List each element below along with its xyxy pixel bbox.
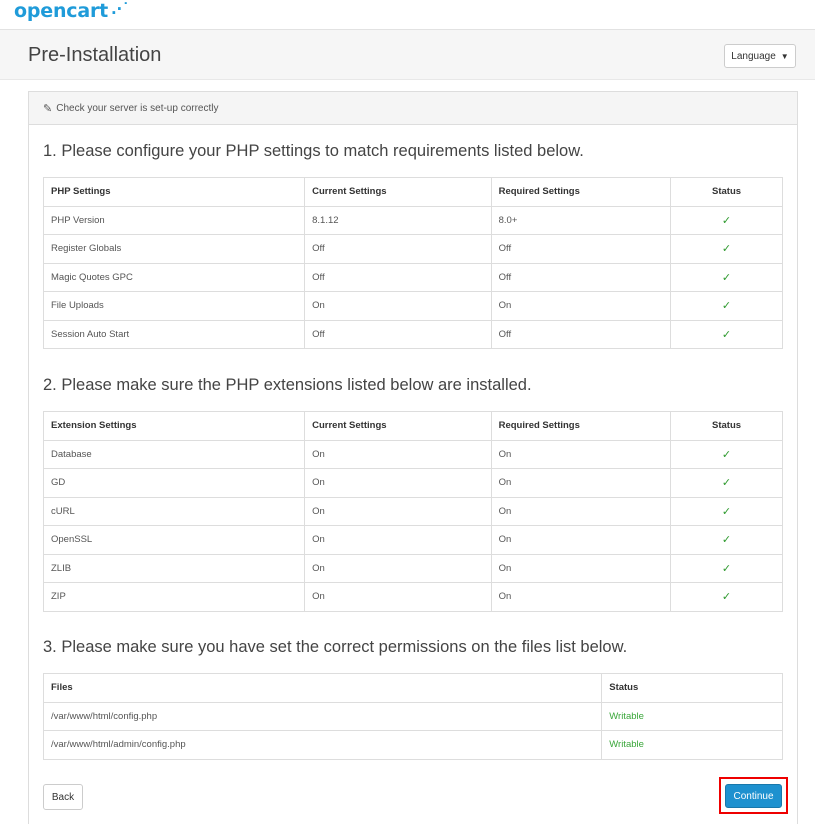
extensions-table xyxy=(43,411,783,612)
column-header: Current Settings xyxy=(305,178,492,207)
continue-button[interactable]: Continue xyxy=(725,784,782,808)
check-icon: ✓ xyxy=(671,235,783,264)
table-header-row xyxy=(44,674,783,703)
page-header xyxy=(0,30,815,80)
required-setting: On xyxy=(491,440,670,469)
extension-name: OpenSSL xyxy=(44,526,305,555)
file-path: /var/www/html/config.php xyxy=(44,702,602,731)
panel-heading xyxy=(29,92,797,125)
check-icon: ✓ xyxy=(671,554,783,583)
check-icon: ✓ xyxy=(671,497,783,526)
current-setting: On xyxy=(305,469,492,498)
current-setting: On xyxy=(305,583,492,612)
extension-name: GD xyxy=(44,469,305,498)
table-header-row xyxy=(44,412,783,441)
required-setting: 8.0+ xyxy=(491,206,670,235)
column-header: Required Settings xyxy=(491,412,670,441)
required-setting: On xyxy=(491,526,670,555)
table-row xyxy=(44,263,783,292)
table-row xyxy=(44,235,783,264)
table-row xyxy=(44,320,783,349)
required-setting: Off xyxy=(491,320,670,349)
opencart-logo[interactable] xyxy=(14,0,129,22)
table-row xyxy=(44,292,783,321)
required-setting: Off xyxy=(491,263,670,292)
file-status: Writable xyxy=(602,702,783,731)
setting-name: Register Globals xyxy=(44,235,305,264)
current-setting: On xyxy=(305,497,492,526)
check-icon: ✓ xyxy=(671,526,783,555)
column-header: PHP Settings xyxy=(44,178,305,207)
current-setting: On xyxy=(305,292,492,321)
required-setting: On xyxy=(491,469,670,498)
column-header: Required Settings xyxy=(491,178,670,207)
panel-heading-text: Check your server is set-up correctly xyxy=(56,102,219,114)
caret-down-icon: ▼ xyxy=(780,51,789,61)
table-row xyxy=(44,206,783,235)
table-row xyxy=(44,583,783,612)
extension-name: Database xyxy=(44,440,305,469)
continue-highlight xyxy=(719,777,788,814)
language-dropdown[interactable] xyxy=(724,44,796,68)
current-setting: On xyxy=(305,526,492,555)
file-permissions-title: 3. Please make sure you have set the correct permissions on the files list below. xyxy=(43,638,628,656)
extension-name: ZIP xyxy=(44,583,305,612)
extension-name: cURL xyxy=(44,497,305,526)
current-setting: Off xyxy=(305,263,492,292)
setting-name: Session Auto Start xyxy=(44,320,305,349)
file-path: /var/www/html/admin/config.php xyxy=(44,731,602,760)
check-icon: ✓ xyxy=(671,292,783,321)
column-header: Status xyxy=(671,178,783,207)
column-header: Current Settings xyxy=(305,412,492,441)
check-icon: ✓ xyxy=(671,469,783,498)
check-icon: ✓ xyxy=(671,320,783,349)
top-bar xyxy=(0,0,815,30)
current-setting: 8.1.12 xyxy=(305,206,492,235)
required-setting: On xyxy=(491,583,670,612)
page-title: Pre-Installation xyxy=(28,44,162,66)
table-row xyxy=(44,526,783,555)
pre-install-panel xyxy=(28,91,798,824)
table-row xyxy=(44,702,783,731)
table-row xyxy=(44,469,783,498)
table-row xyxy=(44,440,783,469)
required-setting: On xyxy=(491,554,670,583)
cart-icon: .·˙ xyxy=(111,0,130,18)
check-icon: ✓ xyxy=(671,206,783,235)
required-setting: Off xyxy=(491,235,670,264)
table-row xyxy=(44,554,783,583)
file-status: Writable xyxy=(602,731,783,760)
php-settings-table xyxy=(43,177,783,349)
setting-name: PHP Version xyxy=(44,206,305,235)
table-header-row xyxy=(44,178,783,207)
check-icon: ✓ xyxy=(671,440,783,469)
pencil-icon: ✎ xyxy=(43,102,53,115)
column-header: Status xyxy=(671,412,783,441)
required-setting: On xyxy=(491,292,670,321)
check-icon: ✓ xyxy=(671,263,783,292)
required-setting: On xyxy=(491,497,670,526)
logo-text: opencart xyxy=(14,0,109,22)
php-settings-title: 1. Please configure your PHP settings to match requirements listed below. xyxy=(43,142,584,160)
table-row xyxy=(44,497,783,526)
current-setting: Off xyxy=(305,320,492,349)
extension-name: ZLIB xyxy=(44,554,305,583)
current-setting: On xyxy=(305,554,492,583)
current-setting: Off xyxy=(305,235,492,264)
current-setting: On xyxy=(305,440,492,469)
file-permissions-table xyxy=(43,673,783,760)
table-row xyxy=(44,731,783,760)
column-header: Extension Settings xyxy=(44,412,305,441)
setting-name: File Uploads xyxy=(44,292,305,321)
setting-name: Magic Quotes GPC xyxy=(44,263,305,292)
language-label: Language xyxy=(731,50,776,62)
back-button[interactable]: Back xyxy=(43,784,83,810)
extensions-title: 2. Please make sure the PHP extensions listed below are installed. xyxy=(43,376,532,394)
column-header: Files xyxy=(44,674,602,703)
check-icon: ✓ xyxy=(671,583,783,612)
column-header: Status xyxy=(602,674,783,703)
